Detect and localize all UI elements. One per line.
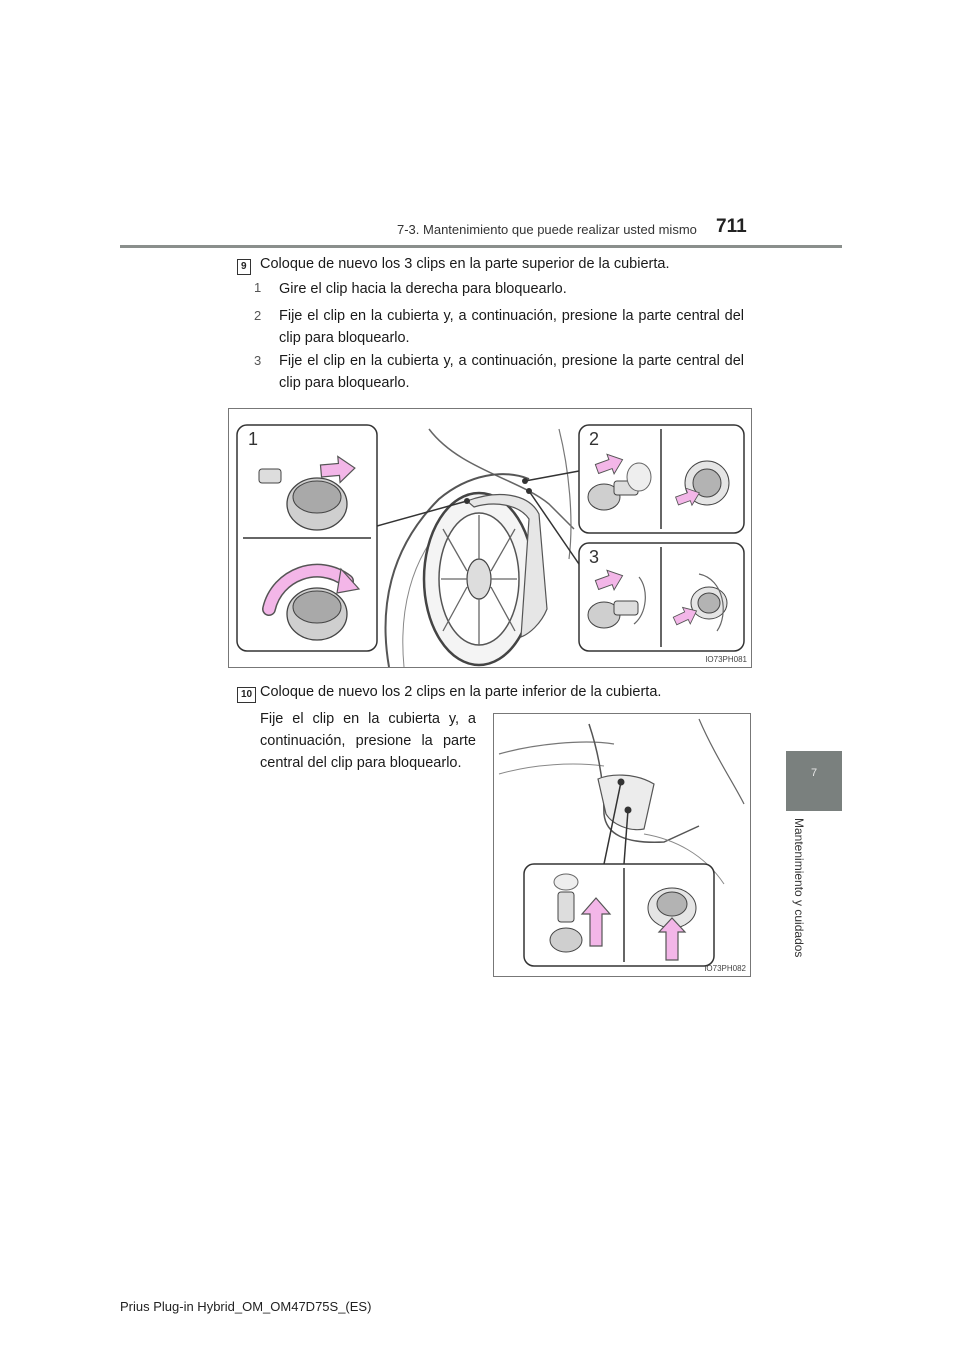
substep-1-text: Gire el clip hacia la derecha para bloquearlo.	[279, 281, 567, 297]
clips-top-illustration	[229, 409, 751, 667]
figure-code: IO73PH082	[704, 964, 746, 973]
chapter-number: 7	[810, 767, 818, 779]
step-9-text: Coloque de nuevo los 3 clips en la parte superior de la cubierta.	[260, 256, 670, 272]
substep-2-text: Fije el clip en la cubierta y, a continuación, presione la parte central del clip para bloquearlo.	[279, 308, 744, 346]
substep-3-text: Fije el clip en la cubierta y, a continuación, presione la parte central del clip para bloquearlo.	[279, 353, 744, 391]
substep-1-number: 1	[254, 280, 262, 295]
header-rule	[120, 245, 842, 248]
chapter-label-wrap	[788, 818, 812, 978]
callout-3: 3	[589, 547, 600, 567]
chapter-tab	[786, 751, 842, 811]
figure-code: IO73PH081	[705, 655, 747, 664]
figure-clips-bottom	[493, 713, 751, 977]
figure-clips-top	[228, 408, 752, 668]
step-10-badge: 10	[237, 684, 256, 703]
step-10-text: Coloque de nuevo los 2 clips en la parte inferior de la cubierta.	[260, 684, 662, 700]
footer-text: Prius Plug-in Hybrid_OM_OM47D75S_(ES)	[120, 1299, 372, 1314]
step-9-badge: 9	[237, 256, 251, 275]
page-number: 711	[716, 216, 747, 237]
clips-bottom-illustration	[494, 714, 750, 976]
step-10-body: Fije el clip en la cubierta y, a continuación, presione la parte central del clip para bloquearlo.	[260, 711, 476, 771]
substep-3-number: 3	[254, 353, 262, 368]
chapter-label: Mantenimiento y cuidados	[792, 818, 806, 958]
substep-2-number: 2	[254, 308, 262, 323]
callout-1: 1	[248, 429, 259, 449]
callout-2: 2	[589, 429, 600, 449]
section-title: 7-3. Mantenimiento que puede realizar usted mismo	[397, 222, 697, 237]
